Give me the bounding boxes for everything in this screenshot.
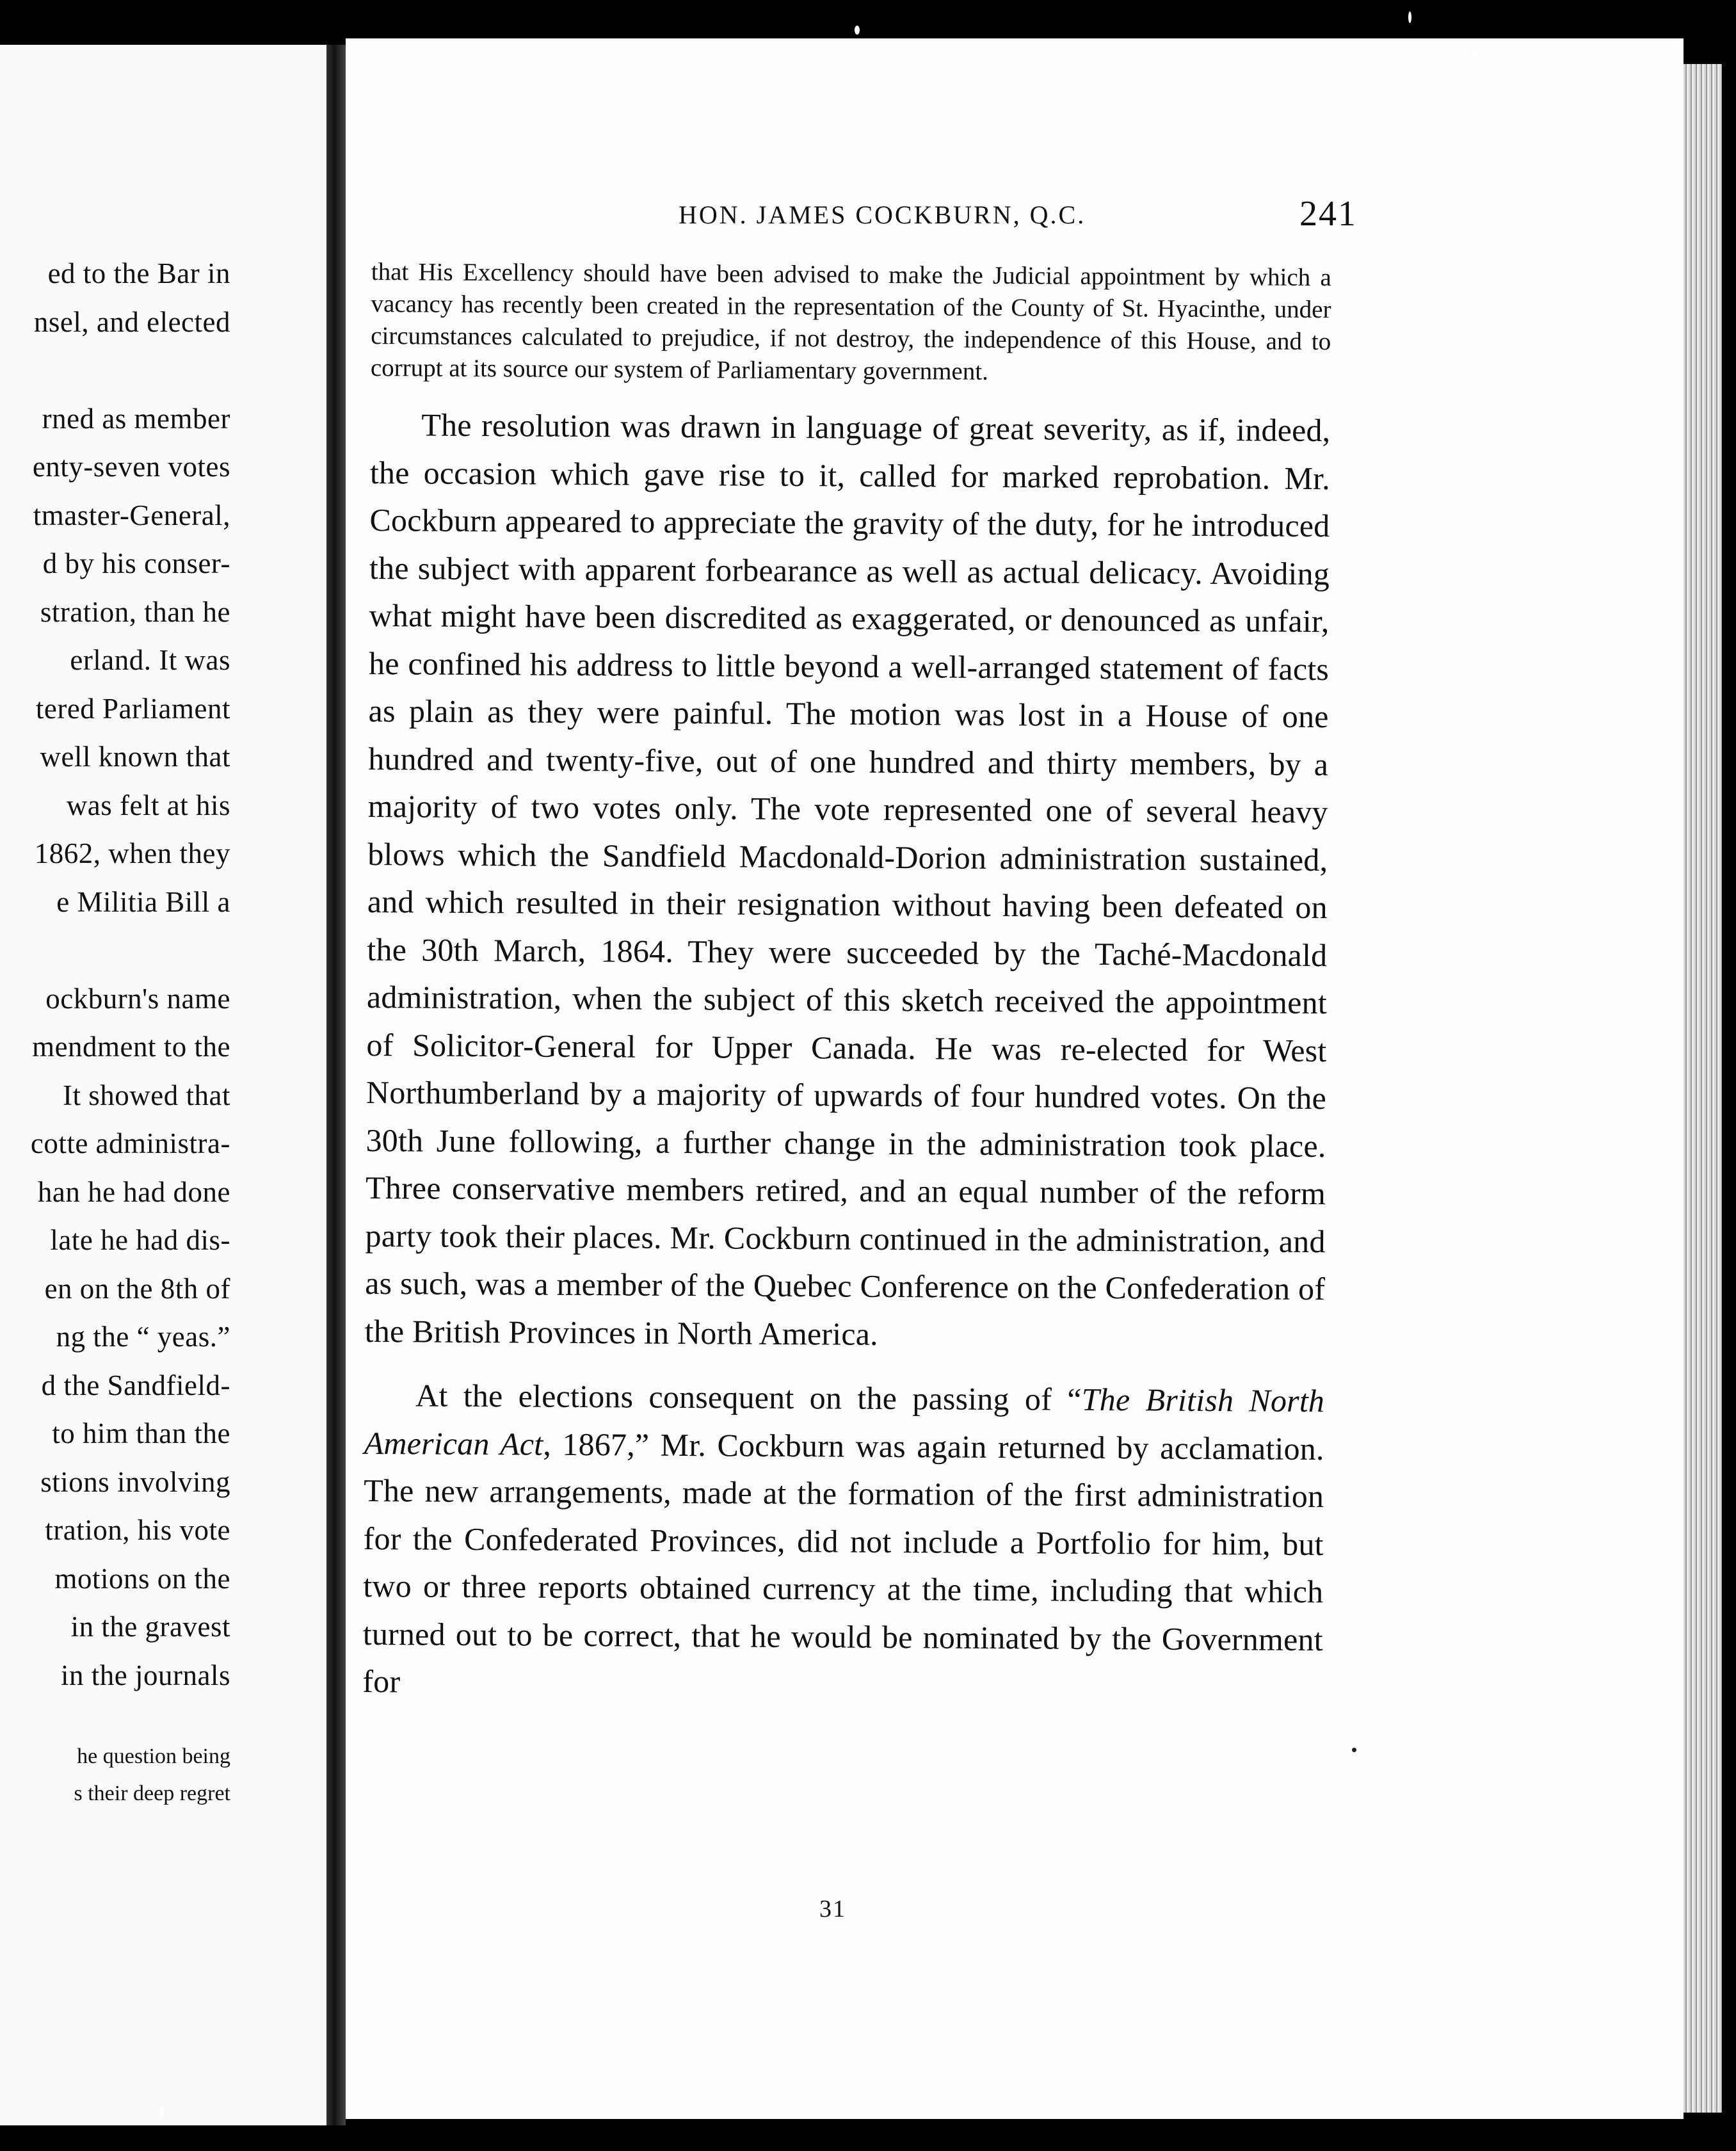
left-line: erland. It was	[70, 644, 230, 676]
quote-text: that His Excellency should have been advised to make the Judicial appointment by which a vacancy has recently been created in the representation of the County of St. Hyacinthe, under circumstances calculated to prejudice, if not destroy, the independence of this House, and to corrupt at its source our system of Parliamentary government.	[370, 257, 1331, 385]
left-line: tmaster-General,	[33, 499, 230, 531]
left-line: ng the “ yeas.”	[56, 1321, 230, 1353]
paragraph-elections	[362, 1371, 1324, 1711]
signature-mark: 31	[819, 1896, 846, 1922]
paragraph-resolution: The resolution was drawn in language of great severity, as if, indeed, the occasion which gave rise to it, called for marked reprobation. Mr. Cockburn appeared to appreciate the gravity of the duty, for he introduced the subject with apparent forbearance as well as actual delicacy. Avoiding what might have been discredited as exaggerated, or denounced as unfair, he confined his address to little beyond a well-arranged statement of facts as plain as they were painful. The motion was lost in a House of one hundred and twenty-five, out of one hundred and thirty members, by a majority of two votes only. The vote represented one of several heavy blows which the Sandfield Macdonald-Dorion administration sustained, and which resulted in their resignation without having been defeated on the 30th March, 1864. They were succeeded by the Taché-Macdonald administration, when the subject of this sketch received the appointment of Solicitor-General for Upper Canada. He was re-elected for West Northumberland by a majority of upwards of four hundred votes. On the 30th June following, a further change in the administration took place. Three conservative members retired, and an equal number of the reform party took their places. Mr. Cockburn continued in the administration, and as such, was a member of the Quebec Conference on the Confederation of the British Provinces in North America.	[364, 407, 1331, 1352]
book-gutter	[326, 45, 346, 2125]
left-line: motions on the	[54, 1562, 230, 1595]
left-line: nsel, and elected	[33, 305, 230, 338]
left-line: was felt at his	[66, 789, 230, 821]
left-line: cotte administra-	[30, 1127, 230, 1159]
paragraph-elections-rest: , 1867,” Mr. Cockburn was again returned by acclamation. The new arrangements, made at the formation of the first administration for the Confederated Provinces, did not include a Portfolio for him, but two or three reports obtained currency at the time, including that which turned out to be correct, that he would be nominated by the Government for	[362, 1426, 1324, 1700]
left-line: mendment to the	[32, 1031, 230, 1063]
left-line: in the gravest	[70, 1611, 230, 1643]
left-page-column	[0, 250, 230, 1812]
left-line: tration, his vote	[45, 1514, 230, 1546]
scan-speck	[1472, 51, 1477, 59]
left-line	[0, 926, 230, 975]
left-line: stions involving	[40, 1465, 230, 1498]
scan-speck	[855, 26, 860, 35]
scan-speck	[160, 2106, 164, 2118]
page-number: 241	[1299, 194, 1357, 234]
paragraph-elections-lead: At the elections consequent on the passing of “	[415, 1377, 1082, 1417]
left-line: ed to the Bar in	[47, 257, 230, 289]
left-line: in the journals	[61, 1659, 230, 1691]
left-line	[0, 346, 230, 395]
left-line: han he had done	[37, 1175, 230, 1208]
act-title: The British North American Act	[364, 1381, 1325, 1462]
left-line: to him than the	[52, 1417, 230, 1449]
left-line: d by his conser-	[42, 547, 230, 579]
left-line: rned as member	[42, 402, 230, 435]
left-line: tered Parliament	[35, 692, 230, 725]
scan-speck	[1408, 12, 1411, 23]
left-line: 1862, when they	[34, 837, 230, 869]
page-edge-stack	[1684, 64, 1722, 2113]
left-line: ockburn's name	[45, 982, 230, 1015]
left-line: It showed that	[63, 1079, 230, 1111]
left-line: d the Sandfield-	[41, 1369, 230, 1401]
resolution-quote	[371, 256, 1331, 390]
left-footnote-line: s their deep regret	[74, 1782, 230, 1805]
left-footnote-line: he question being	[77, 1744, 230, 1768]
left-line: late he had dis-	[50, 1224, 230, 1256]
running-head: HON. JAMES COCKBURN, Q.C.	[679, 200, 1086, 229]
left-line: enty-seven votes	[32, 451, 230, 483]
left-line: stration, than he	[40, 595, 230, 628]
scan-dot	[1352, 1748, 1356, 1752]
left-line: well known that	[40, 741, 230, 773]
left-line: e Militia Bill a	[56, 885, 230, 918]
left-page	[0, 45, 326, 2125]
page-body	[362, 256, 1331, 1711]
left-footnote-gap	[0, 1700, 230, 1738]
left-line: en on the 8th of	[44, 1272, 230, 1305]
